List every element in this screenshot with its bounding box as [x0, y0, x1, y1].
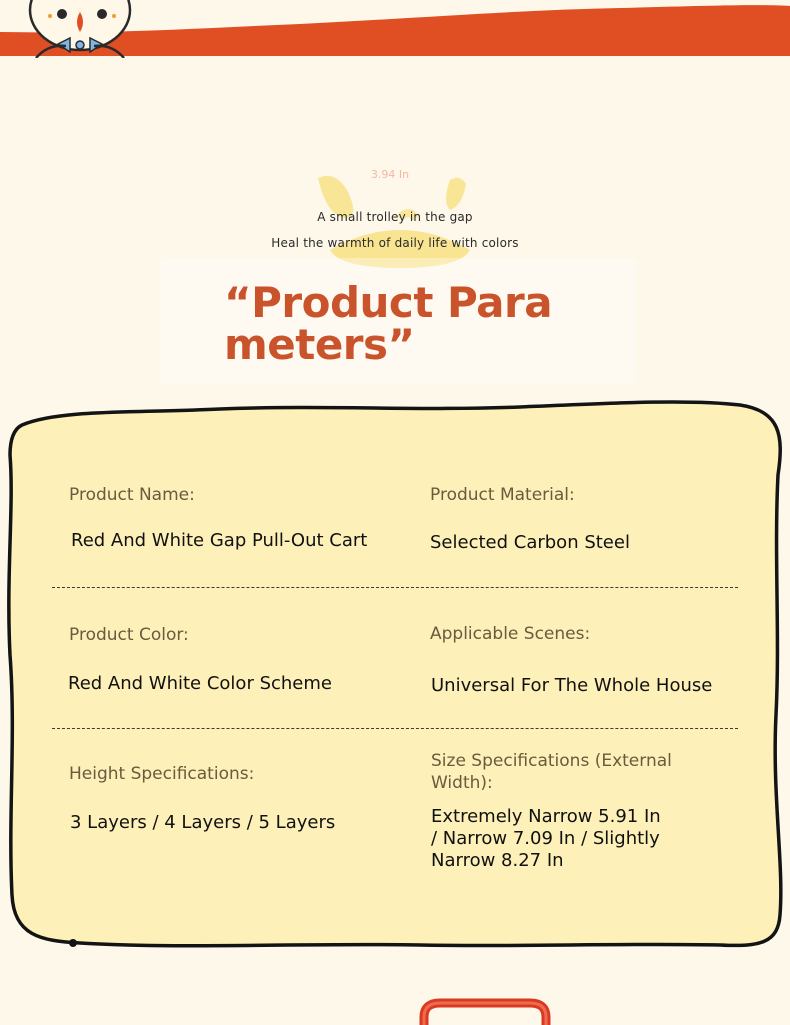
product-name-value: Red And White Gap Pull-Out Cart [71, 530, 368, 551]
product-material-value: Selected Carbon Steel [430, 532, 630, 553]
size-spec-value: Extremely Narrow 5.91 In / Narrow 7.09 In / Slightly Narrow 8.27 In [431, 806, 661, 871]
tagline-line-2: Heal the warmth of daily life with colors [271, 236, 519, 250]
tagline-line-1: A small trolley in the gap [317, 210, 473, 224]
product-material-label: Product Material: [430, 485, 575, 505]
applicable-scenes-value: Universal For The Whole House [431, 675, 713, 696]
cart-handle-icon [410, 995, 560, 1025]
product-name-label: Product Name: [69, 485, 195, 505]
product-color-label: Product Color: [69, 625, 189, 645]
size-label: 3.94 In [370, 168, 410, 181]
applicable-scenes-label: Applicable Scenes: [430, 624, 591, 644]
size-spec-label: Size Specifications (External Width): [431, 751, 672, 793]
height-spec-label: Height Specifications: [69, 764, 255, 784]
mascot-icon [22, 0, 138, 58]
height-spec-value: 3 Layers / 4 Layers / 5 Layers [70, 812, 336, 833]
row-divider [52, 728, 738, 729]
page-title: “Product Parameters” [224, 278, 553, 369]
product-color-value: Red And White Color Scheme [68, 673, 332, 694]
row-divider [52, 587, 738, 588]
